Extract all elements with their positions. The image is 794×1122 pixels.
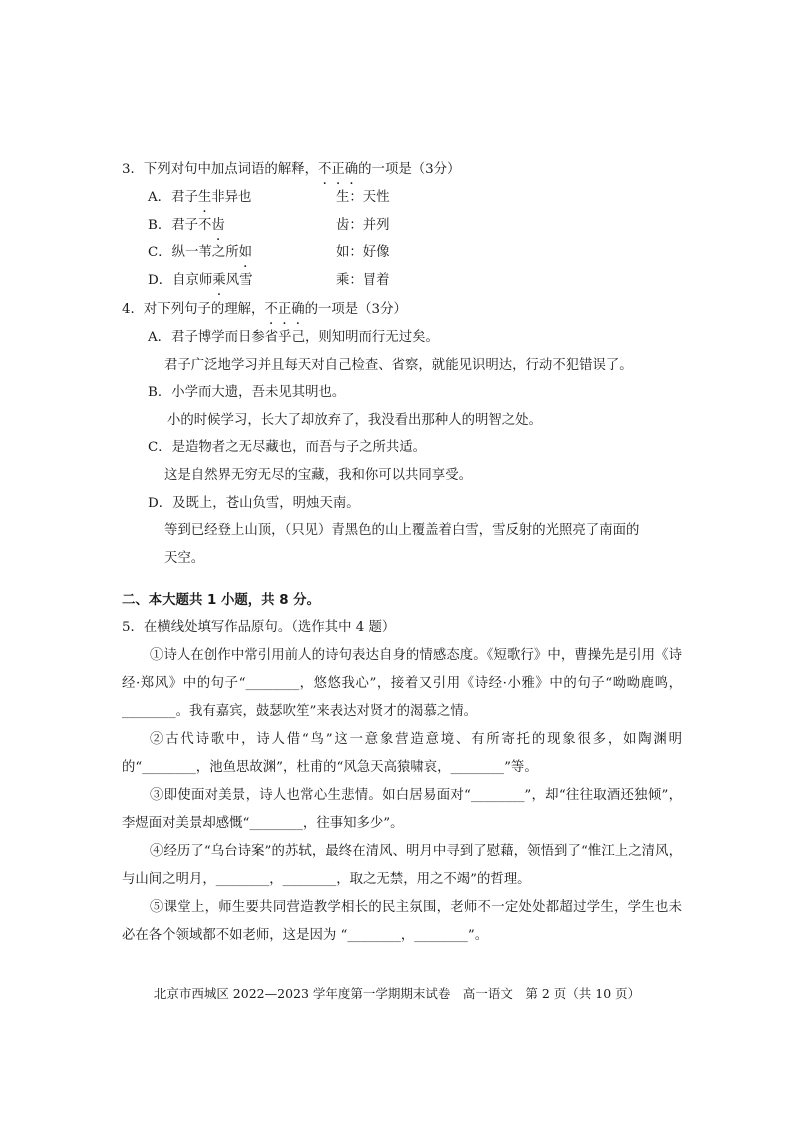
q3-c-dot: 如	[238, 245, 252, 260]
q4-option-c: C．是造物者之无尽藏也，而吾与子之所共适。	[148, 440, 427, 455]
q3-option-a	[148, 188, 251, 208]
q3-c-gloss: 如：好像	[336, 245, 390, 260]
q5-stem: 5．在横线处填写作品原句。（选作其中 4 题）	[122, 620, 396, 635]
q4-d-explain: 等到已经登上山顶，（只见）青黑色的山上覆盖着白雪，雪反射的光照亮了南面的	[164, 523, 640, 538]
q4-option-d: D．及既上，苍山负雪，明烛天南。	[148, 496, 360, 511]
q4-emph-2: 正	[277, 302, 292, 317]
q3-d-gloss: 乘：冒着	[336, 273, 390, 288]
q5-item-2: ②古代诗歌中，诗人借“鸟”这一意象营造意境、有所寄托的现象很多，如陶渊明的“________，池鱼思故渊”，杜甫的“风急天高猿啸哀，________”等。	[122, 732, 682, 775]
q4-option-b: B．小学而大遗，吾未见其明也。	[148, 385, 346, 400]
section-2-heading: 二、本大题共 1 小题，共 8 分。	[122, 593, 320, 608]
page-footer: 北京市西城区 2022—2023 学年度第一学期期末试卷 高一语文 第 2 页（共 10 页）	[153, 986, 641, 1001]
q4-stem-pre: 4．对下列句子的理解，	[122, 302, 265, 317]
q3-b-pre: B．君子不	[148, 218, 212, 233]
q3-stem	[122, 160, 460, 180]
q5-item-1: ①诗人在创作中常引用前人的诗句表达自身的情感态度。《短歌行》中，曹操先是引用《诗经·郑风》中的句子“________，悠悠我心”，接着又引用《诗经·小雅》中的句子“呦呦鹿鸣，________。我有嘉宾，鼓瑟吹笙”来表达对贤才的渴慕之情。	[122, 648, 682, 719]
q3-d-post: 风雪	[225, 273, 253, 288]
q3-stem-pre: 3．下列对句中加点词语的解释，	[122, 162, 318, 177]
q3-emph-1: 不	[318, 162, 332, 177]
q5-item-3: ③即使面对美景，诗人也常心生悲情。如白居易面对“________”，却“往往取酒还独倾”，李煜面对美景却感慨“________，往事知多少”。	[122, 788, 682, 831]
q3-b-dot: 齿	[211, 218, 225, 233]
q3-emph-2: 正	[331, 162, 345, 177]
q4-d-explain-cont: 天空。	[164, 551, 205, 566]
q3-emph-3: 确	[344, 162, 359, 177]
q3-d-pre: D．自京师	[148, 273, 213, 288]
q5-item-5: ⑤课堂上，师生要共同营造教学相长的民主氛围，老师不一定处处都超过学生，学生也未必在各个领域都不如老师，这是因为 “________，________”。	[122, 900, 682, 943]
q3-a-post: 非异也	[211, 190, 252, 205]
q3-d-dot: 乘	[212, 273, 226, 288]
q3-a-dot: 生	[197, 190, 212, 205]
q3-b-gloss: 齿：并列	[336, 218, 390, 233]
q4-b-explain: 小的时候学习，长大了却放弃了，我没看出那种人的明智之处。	[167, 413, 542, 428]
q3-a-gloss: 生：天性	[336, 190, 390, 205]
q4-a-explain: 君子广泛地学习并且每天对自己检查、省察，就能见识明达，行动不犯错误了。	[164, 358, 633, 373]
q5-item-4: ④经历了“乌台诗案”的苏轼，最终在清风、明月中寻到了慰藉，领悟到了“惟江上之清风，与山间之明月，________，________，取之无禁，用之不竭”的哲理。	[122, 844, 682, 887]
q4-emph-3: 确	[291, 302, 305, 317]
q4-stem-post: 的一项是（3分）	[304, 302, 407, 317]
q3-c-pre: C．纵一苇之所	[148, 245, 239, 260]
q4-option-a: A．君子博学而日参省乎己，则知明而行无过矣。	[148, 330, 439, 345]
q4-emph-1: 不	[264, 302, 278, 317]
q3-a-pre: A．君子	[148, 190, 198, 205]
q3-option-d	[148, 271, 252, 291]
q4-c-explain: 这是自然界无穷无尽的宝藏，我和你可以共同享受。	[164, 468, 472, 483]
q3-option-b	[148, 216, 225, 236]
q4-stem	[122, 300, 407, 320]
q3-option-c	[148, 243, 252, 263]
q3-stem-post: 的一项是（3分）	[358, 162, 461, 177]
